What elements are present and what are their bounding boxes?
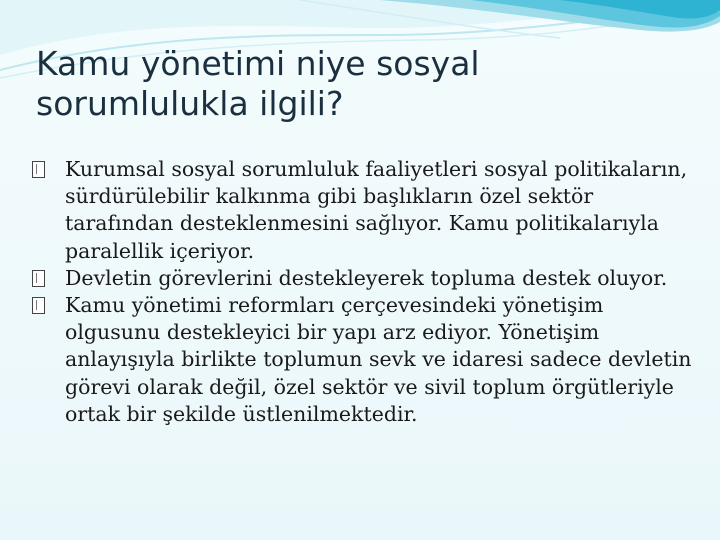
bullet-item-1 [32,156,692,265]
bullet-text-2: Devletin görevlerini destekleyerek topluma destek oluyor. [65,265,668,290]
bullet-item-3 [32,292,692,428]
bullet-item-2 [32,265,692,292]
bullet-box-icon [32,161,45,178]
slide-title [36,44,676,124]
slide-title-line-2: sorumlulukla ilgili? [36,84,344,123]
bullet-text-1: Kurumsal sosyal sorumluluk faaliyetleri sosyal politikaların, sürdürülebilir kalkınma gibi başlıkların özel sektör tarafından desteklenmesini sağlıyor. Kamu politikalarıyla paralellik içeriyor. [65,157,688,263]
bullet-box-icon [32,297,45,314]
bullet-box-icon [32,270,45,287]
bullet-text-3: Kamu yönetimi reformları çerçevesindeki yönetişim olgusunu destekleyici bir yapı arz ediyor. Yönetişim anlayışıyla birlikte toplumun sevk ve idaresi sadece devletin görevi olarak değil, özel sektör ve sivil toplum örgütleriyle ortak bir şekilde üstlenilmektedir. [65,293,692,426]
bullet-list [32,156,692,428]
slide-title-line-1: Kamu yönetimi niye sosyal [36,44,480,83]
